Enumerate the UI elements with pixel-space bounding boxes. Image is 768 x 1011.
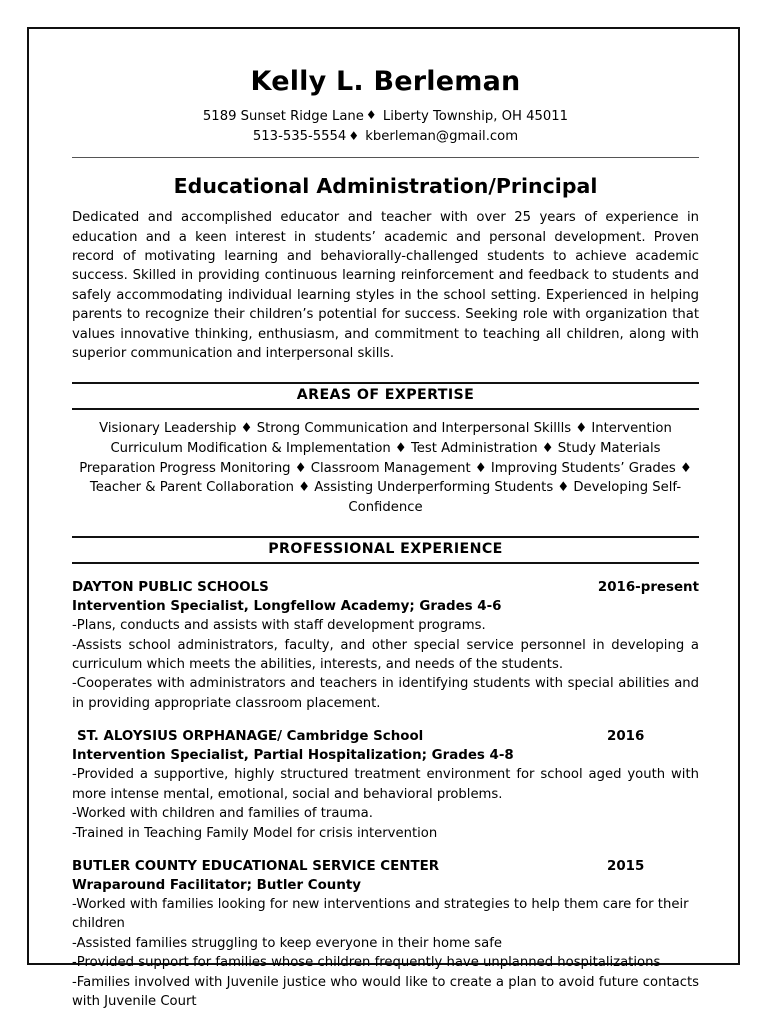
experience-entries	[72, 578, 699, 1011]
resume-header	[72, 67, 699, 158]
section-heading-expertise: AREAS OF EXPERTISE	[296, 387, 475, 404]
experience-entry	[72, 727, 699, 843]
job-header	[72, 578, 699, 597]
phone-number: 513-535-5554	[252, 129, 347, 145]
street-address: 5189 Sunset Ridge Lane	[202, 108, 364, 124]
expertise-list: Visionary Leadership ♦ Strong Communication and Interpersonal Skillls ♦ Intervention Curriculum Modification & Implementation ♦ Test Administration ♦ Study Materials Preparation Progress Monitoring ♦ Classroom Management ♦ Improving Students’ Grades ♦ Teacher & Parent Collaboration ♦ Assisting Underperforming Students ♦ Developing Self-Confidence	[79, 421, 692, 515]
job-position: Intervention Specialist, Longfellow Academy; Grades 4-6	[72, 599, 502, 615]
job-header	[72, 727, 699, 746]
experience-entry	[72, 857, 699, 1011]
job-date: 2016	[607, 729, 645, 745]
job-bullet: -Families involved with Juvenile justice who would like to create a plan to avoid future contacts with Juvenile Court	[72, 974, 699, 1009]
areas-of-expertise-section	[72, 382, 699, 517]
job-position: Wraparound Facilitator; Butler County	[72, 877, 361, 893]
job-bullet: -Plans, conducts and assists with staff development programs.	[72, 618, 486, 634]
job-bullet: -Worked with families looking for new interventions and strategies to help them care for their children	[72, 896, 689, 932]
section-rule-bottom	[72, 562, 699, 564]
diamond-separator-icon: ♦	[365, 108, 377, 123]
header-divider	[72, 157, 699, 158]
city-state-zip: Liberty Township, OH 45011	[382, 108, 569, 124]
job-bullet: -Provided support for families whose children frequently have unplanned hospitalizations	[72, 955, 661, 971]
job-organization: ST. ALOYSIUS ORPHANAGE/ Cambridge School	[77, 729, 424, 745]
job-bullet: -Cooperates with administrators and teachers in identifying students with special abilities and in providing appropriate classroom placement.	[72, 676, 699, 711]
job-bullet: -Assisted families struggling to keep everyone in their home safe	[72, 935, 502, 951]
professional-summary: Dedicated and accomplished educator and teacher with over 25 years of experience in education and a keen interest in students’ academic and personal development. Proven record of motivating learning and behaviorally-challenged students to achieve academic success. Skilled in providing continuous learning reinforcement and feedback to students and safely accommodating individual learning styles in the school setting. Experienced in helping parents to recognize their children’s potential for success. Seeking role with organization that values innovative thinking, enthusiasm, and commitment to teaching all children, along with superior communication and interpersonal skills.	[72, 210, 699, 361]
job-bullet: -Worked with children and families of trauma.	[72, 806, 373, 822]
experience-entry	[72, 578, 699, 713]
target-role-title: Educational Administration/Principal	[173, 173, 598, 198]
resume-content	[72, 67, 699, 1011]
job-position: Intervention Specialist, Partial Hospitalization; Grades 4-8	[72, 748, 514, 764]
job-bullet: -Trained in Teaching Family Model for crisis intervention	[72, 825, 438, 841]
job-organization: BUTLER COUNTY EDUCATIONAL SERVICE CENTER	[72, 858, 440, 874]
diamond-separator-icon: ♦	[348, 128, 360, 143]
resume-page-border	[27, 27, 740, 1009]
job-date: 2016-present	[597, 580, 699, 596]
section-rule-bottom	[72, 408, 699, 410]
job-bullet: -Assists school administrators, faculty, and other special service personnel in developing a curriculum which meets the abilities, interests, and needs of the students.	[72, 637, 699, 672]
job-header	[72, 857, 699, 876]
email-address[interactable]: kberleman@gmail.com	[365, 129, 519, 145]
professional-experience-section	[72, 536, 699, 1011]
job-date: 2015	[607, 858, 645, 874]
section-heading-experience: PROFESSIONAL EXPERIENCE	[268, 541, 503, 558]
job-organization: DAYTON PUBLIC SCHOOLS	[72, 580, 269, 596]
job-bullet: -Provided a supportive, highly structured treatment environment for school aged youth with more intense mental, emotional, social and behavioral problems.	[72, 767, 699, 802]
candidate-name: Kelly L. Berleman	[250, 66, 521, 97]
contact-line	[72, 127, 699, 147]
address-line	[72, 107, 699, 127]
